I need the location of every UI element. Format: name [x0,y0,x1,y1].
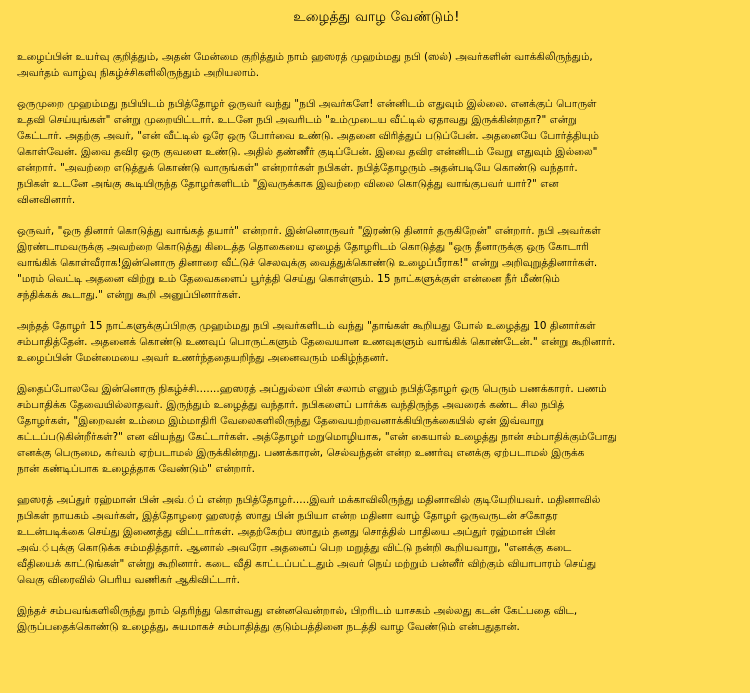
paragraph-line: சம்பாதித்தேன். அதனைக் கொண்டு உணவுப் பொருட்களும் தேவையான உணவுகளும் வாங்கிக் கொண்டேன்." என்று கூறினார். [17,336,616,348]
paragraph-line: தோழர்கள், "இறைவன் உம்மை இம்மாதிரி வேலைகளிலிருந்து தேவையற்றவனாக்கியிருக்கையில் ஏன் இவ்வாறு [17,415,544,427]
paragraph-line: நபிகள் நாயகம் அவர்கள், இத்தோழரை ஹஸரத் ஸாது பின் நபியா என்ற மதினா வாழ் தோழர் ஒருவருடன் சகோதர [17,510,558,522]
paragraph-line: அவர்தம் வாழ்வு நிகழ்ச்சிகளிலிருந்தும் அறியலாம். [17,67,260,79]
paragraph-line: அந்தத் தோழர் 15 நாட்களுக்குப்பிறகு முஹம்மது நபி அவர்களிடம் வந்து "தாங்கள் கூறியது போல் உழைத்து 10 தினார்கள் [17,320,596,332]
paragraph-line: வீதியைக் காட்டுங்கள்" என்று கூறினார். கடை வீதி காட்டப்பட்டதும் அவர் நெய் மற்றும் பன்னீர் விற்கும் வியாபாரம் செய்து [17,558,597,570]
paragraph-line: ஒருமுறை முஹம்மது நபியிடம் நபித்தோழர் ஒருவர் வந்து "நபி அவர்களே! என்னிடம் எதுவும் இல்லை. எனக்குப் பொருள் [17,98,597,110]
paragraph-line: இரண்டாமவருக்கு அவற்றை கொடுத்து கிடைத்த தொகையை ஏழைத் தோழரிடம் கொடுத்து "ஒரு தீனாருக்கு ஒரு கோடாரி [17,241,589,253]
article-body [17,49,736,635]
paragraph-line: கொள்வேன். இவை தவிர ஒரு குவளை உண்டு. அதில் தண்ணீர் குடிப்பேன். இவை தவிர என்னிடம் வேறு எதுவும் இல்லை" [17,146,598,158]
paragraph-line: வாங்கிக் கொள்வீராக!இன்னொரு தினாரை வீட்டுச் செலவுக்கு வைத்துக்கொண்டு உழைப்பீராக!" என்று அறிவுறுத்தினார்கள். [17,257,598,269]
paragraph-line: இருப்பதைக்கொண்டு உழைத்து, சுயமாகச் சம்பாதித்து குடும்பத்தினை நடத்தி வாழ வேண்டும் என்பதுதான். [17,621,520,633]
paragraph-line: உடன்படிக்கை செய்து இணைத்து விட்டார்கள். அதற்கேற்ப ஸாதும் தனது சொத்தில் பாதியை அப்துர் ரஹ்மான் பின் [17,526,556,538]
paragraph-line: உழைப்பின் மேன்மையை அவர் உணர்ந்ததையறிந்து அனைவரும் மகிழ்ந்தனர். [17,352,389,364]
paragraph-4 [17,318,736,366]
paragraph-2 [17,96,736,208]
paragraph-line: வெகு விரைவில் பெரிய வணிகர் ஆகிவிட்டார். [17,574,240,586]
paragraph-line: இந்தச் சம்பவங்களிலிருந்து நாம் தெரிந்து கொள்வது என்னவென்றால், பிறரிடம் யாசகம் அல்லது கடன் கேட்பதை விட, [17,605,578,617]
paragraph-3 [17,223,736,303]
paragraph-line: சம்பாதிக்க தேவையில்லாதவர். இருந்தும் உழைத்து வந்தார். நபிகளைப் பார்க்க வந்திருந்த அவரைக் கண்ட சில நபித் [17,399,565,411]
paragraph-line: ஹஸரத் அப்துர் ரஹ்மான் பின் அவ்.்ப் என்ற நபித்தோழர்.....இவர் மக்காவிலிருந்து மதினாவில் குடியேறியவர். மதினாவில் [17,494,601,506]
paragraph-5 [17,381,736,477]
paragraph-7 [17,603,736,635]
paragraph-1 [17,49,736,81]
paragraph-line: எனக்கு பெருமை, கர்வம் ஏற்படாமல் இருக்கின்றது. பணக்காரன், செல்வந்தன் என்ற உணர்வு எனக்கு ஏற்படாமல் இருக்க [17,447,585,459]
paragraph-line: கேட்டார். அதற்கு அவர், "என் வீட்டில் ஒரே ஒரு போர்வை உண்டு. அதனை விரித்துப் படுப்பேன். அதனையே போர்த்தியும் [17,130,599,142]
paragraph-line: சந்திக்கக் கூடாது." என்று கூறி அனுப்பினார்கள். [17,289,242,301]
paragraph-line: இதைப்போலவே இன்னொரு நிகழ்ச்சி.......ஹஸரத் அப்துல்லா பின் சலாம் எனும் நபித்தோழர் ஒரு பெரும் பணக்காரர். பணம் [17,383,607,395]
paragraph-line: கட்டப்படுகின்றீர்கள்?" என வியந்து கேட்டார்கள். அத்தோழர் மறுமொழியாக, "என் கையால் உழைத்து நான் சம்பாதிக்கும்போது [17,431,617,443]
paragraph-6 [17,492,736,588]
paragraph-line: உழைப்பின் உயர்வு குறித்தும், அதன் மேன்மை குறித்தும் நாம் ஹஸரத் முஹம்மது நபி (ஸல்) அவர்களின் வாக்கிலிருந்தும், [17,51,593,63]
paragraph-line: அவ்.்புக்கு கொடுக்க சம்மதித்தார். ஆனால் அவரோ அதனைப் பெற மறுத்து விட்டு நன்றி கூறியவாறு, "எனக்கு கடை [17,542,572,554]
paragraph-line: ஒருவர், "ஒரு தினார் கொடுத்து வாங்கத் தயார்" என்றார். இன்னொருவர் "இரண்டு தினார் தருகிறேன்" என்றார். நபி அவர்கள் [17,225,601,237]
paragraph-line: நபிகள் உடனே அங்கு கூடியிருந்த தோழர்களிடம் "இவருக்காக இவற்றை விலை கொடுத்து வாங்குபவர் யார்?" என [17,178,559,190]
paragraph-line: உதவி செய்யுங்கள்" என்று முறையிட்டார். உடனே நபி அவரிடம் "உம்முடைய வீட்டில் ஏதாவது இருக்கின்றதா?" என்று [17,114,577,126]
paragraph-line: "மரம் வெட்டி அதனை விற்று உம் தேவைகளைப் பூர்த்தி செய்து கொள்ளும். 15 நாட்களுக்குள் என்னை நீர் மீண்டும் [17,273,560,285]
paragraph-line: நான் கண்டிப்பாக உழைத்தாக வேண்டும்" என்றார். [17,463,256,475]
page-title: உழைத்து வாழ வேண்டும்! [293,9,460,25]
paragraph-line: என்றார். "அவற்றை எடுத்துக் கொண்டு வாருங்கள்" என்றார்கள் நபிகள். நபித்தோழரும் அதன்படியே கொண்டு வந்தார். [17,162,578,174]
paragraph-line: வினவினார். [17,194,76,206]
